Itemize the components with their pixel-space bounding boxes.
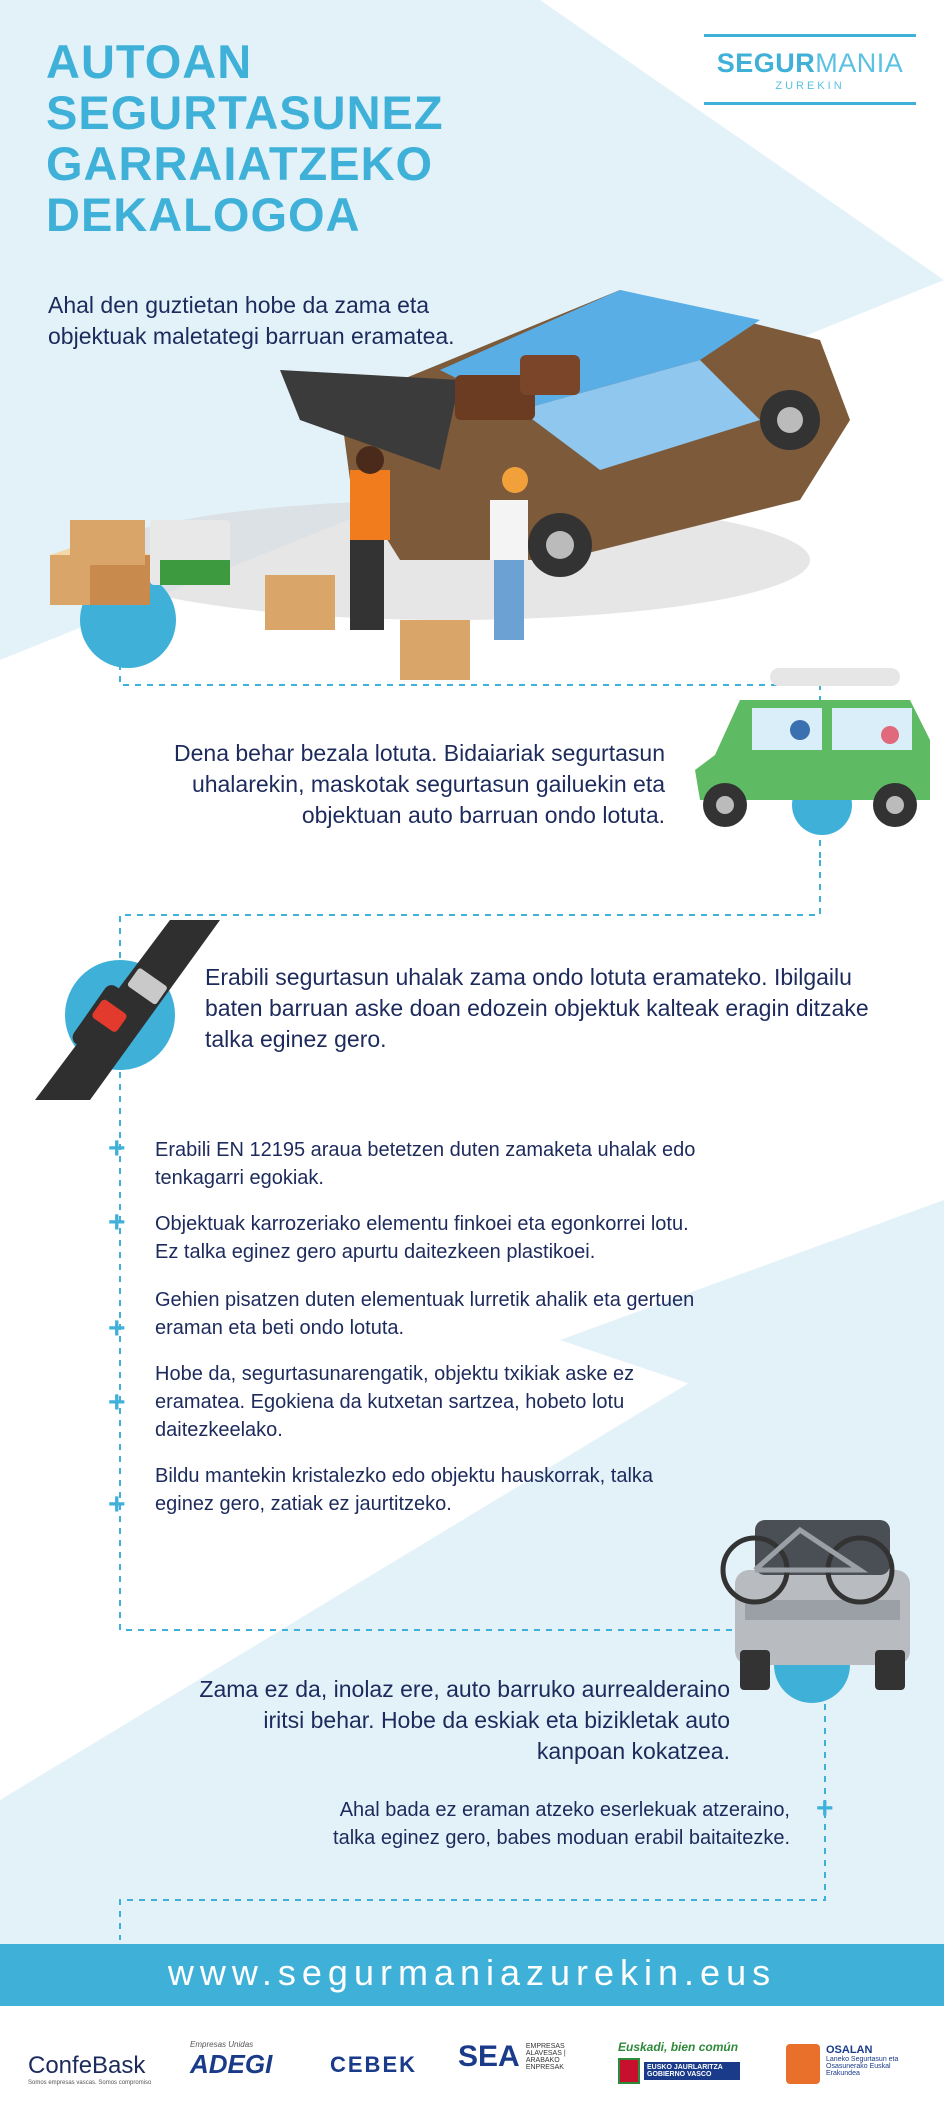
confebask-logo[interactable] [28, 2040, 158, 2100]
plus-icon: + [108, 1206, 126, 1239]
bullet-item-5: Bildu mantekin kristalezko edo objektu hauskorrak, talka eginez gero, zatiak ez jaurtitzeko. [155, 1465, 654, 1515]
logo-subtitle: ZUREKIN [775, 80, 845, 92]
section-tie-down-text: Dena behar bezala lotuta. Bidaiariak segurtasun uhalarekin, maskotak segurtasun gailuekin eta objektuan auto barruan ondo lotuta. [174, 740, 665, 828]
osalan-figure-icon [786, 2044, 820, 2084]
gobierno-wordmark: EUSKO JAURLARITZA GOBIERNO VASCO [644, 2062, 740, 2080]
osalan-subtitle: Laneko Segurtasun eta Osasunerako Euskal Erakundea [826, 2056, 899, 2077]
cebek-wordmark: CEBEK [330, 2052, 418, 2077]
plus-icon: + [816, 1792, 834, 1825]
euskadi-tagline: Euskadi, bien común [618, 2040, 739, 2054]
shield-icon [618, 2058, 640, 2084]
logo-word-segur: SEGUR [716, 48, 816, 78]
logo-wordmark [704, 48, 916, 79]
footer-website-link[interactable]: www.segurmaniazurekin.eus [167, 1952, 777, 1993]
logo-word-mania: MANIA [815, 48, 904, 78]
plus-icon: + [108, 1488, 126, 1521]
sea-text: EMPRESAS ALAVESAS | ARABAKO ENPRESAK [525, 2043, 566, 2071]
section-seatbelt-text: Erabili segurtasun uhalak zama ondo lotuta eramateko. Ibilgailu baten barruan aske doan edozein objektuk kalteak eragin ditzake talka eginez gero. [205, 964, 869, 1052]
intro-text: Ahal den guztietan hobe da zama eta objektuak maletategi barruan eramatea. [48, 292, 455, 349]
sea-logo[interactable] [458, 2040, 598, 2100]
section-rear-seats-text: Ahal bada ez eraman atzeko eserlekuak atzeraino, talka eginez gero, babes moduan erabil baitaitezke. [333, 1799, 790, 1849]
confebask-tagline: Somos empresas vascas. Somos compromiso [28, 2080, 152, 2086]
green-car-illustration [695, 668, 930, 835]
logo-bottom-rule [704, 102, 916, 105]
segurmania-logo[interactable] [704, 34, 916, 104]
bullet-item-3: Gehien pisatzen duten elementuak lurretik ahalik eta gertuen eraman eta beti ondo lotuta. [155, 1289, 695, 1339]
confebask-wordmark: ConfeBask [28, 2052, 146, 2079]
bullet-item-2: Objektuak karrozeriako elementu finkoei eta egonkorrei lotu. Ez talka eginez gero apurtu daitezkeen plastikoei. [155, 1213, 689, 1263]
bullet-item-1: Erabili EN 12195 araua betetzen duten zamaketa uhalak edo tenkagarri egokiak. [155, 1139, 696, 1189]
plus-icon: + [108, 1132, 126, 1165]
osalan-wordmark: OSALAN [826, 2044, 873, 2056]
page-title: AUTOAN SEGURTASUNEZ GARRAIATZEKO DEKALOGOA [46, 35, 444, 241]
logo-top-rule [704, 34, 916, 37]
plus-icon: + [108, 1386, 126, 1419]
adegi-wordmark: ADEGI [190, 2049, 273, 2079]
cebek-logo[interactable] [330, 2040, 430, 2100]
seatbelt-illustration [35, 920, 220, 1100]
osalan-logo[interactable] [786, 2040, 936, 2100]
sea-wordmark: SEA [458, 2040, 520, 2073]
adegi-tagline: Empresas Unidas [190, 2040, 254, 2049]
adegi-logo[interactable] [190, 2040, 290, 2100]
plus-icon: + [108, 1312, 126, 1345]
gobierno-vasco-logo[interactable] [618, 2040, 748, 2100]
bullet-item-4: Hobe da, segurtasunarengatik, objektu txikiak aske ez eramatea. Egokiena da kutxetan sartzea, hobeto lotu daitezkeelako. [155, 1363, 635, 1441]
section-front-load-text: Zama ez da, inolaz ere, auto barruko aurrealderaino iritsi behar. Hobe da eskiak eta bizikletak auto kanpoan kokatzea. [199, 1676, 730, 1764]
